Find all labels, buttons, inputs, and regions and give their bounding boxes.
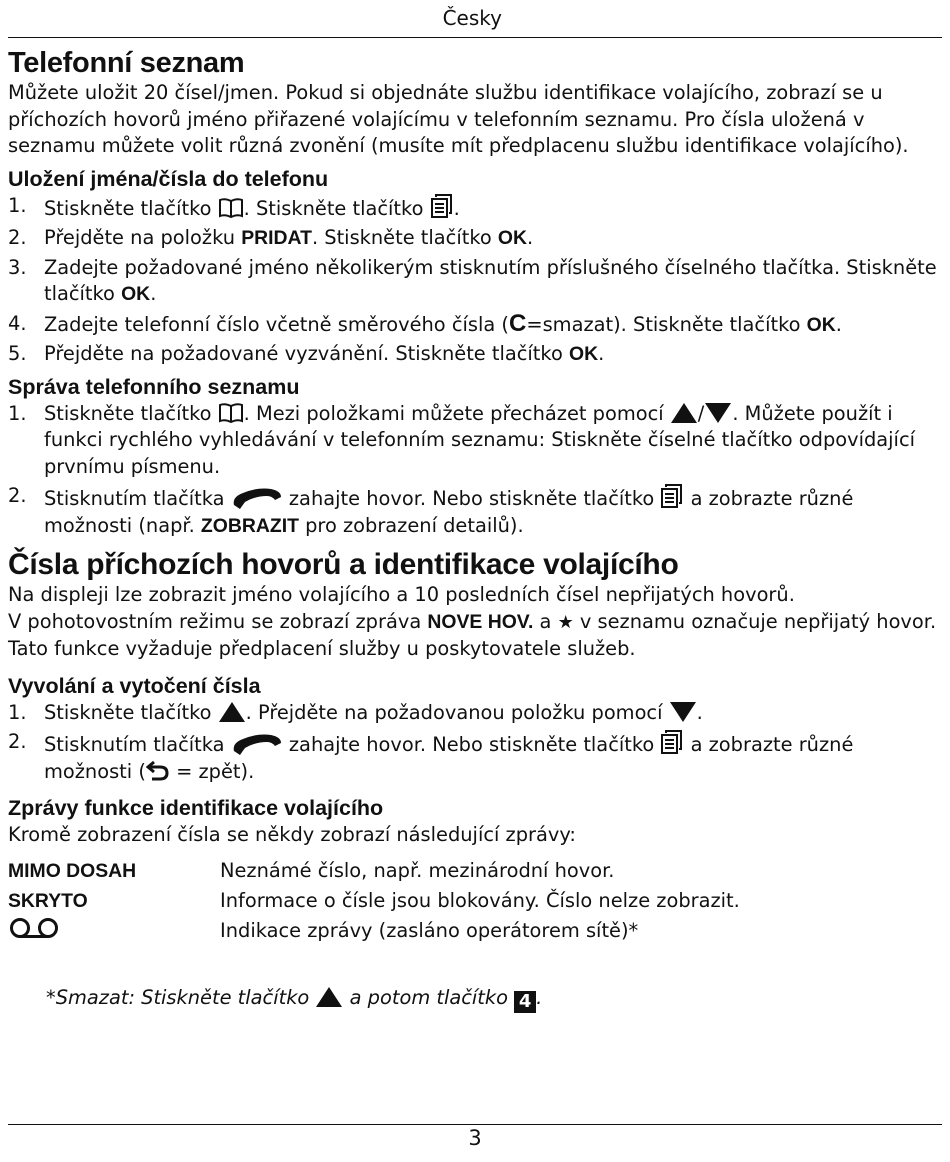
store-steps xyxy=(8,193,942,368)
section-title-caller-id: Čísla příchozích hovorů a identifikace volajícího xyxy=(8,548,679,581)
menu-icon xyxy=(660,729,684,755)
key-4-icon: 4 xyxy=(514,991,536,1013)
step: 2. Stisknutím tlačítka zahajte hovor. Nebo stiskněte tlačítko a zobrazte různé možnosti (např. ZOBRAZIT pro zobrazení detailů). xyxy=(8,484,854,537)
step: 2. Přejděte na položku PRIDAT. Stiskněte tlačítko OK. xyxy=(8,226,534,249)
step: 3. Zadejte požadované jméno několikerým stisknutím příslušného číselného tlačítka. Stiskněte tlačítko OK. xyxy=(8,255,937,305)
caller-id-p3: Tato funkce vyžaduje předplacení služby u poskytovatele služeb. xyxy=(8,637,636,660)
step: 5. Přejděte na požadované vyzvánění. Stiskněte tlačítko OK. xyxy=(8,342,605,365)
voicemail-icon xyxy=(8,917,60,939)
call-handset-icon xyxy=(231,485,283,509)
down-arrow-icon xyxy=(669,701,697,723)
heading-recall-dial: Vyvolání a vytočení čísla xyxy=(8,673,261,698)
step: 1. Stiskněte tlačítko . Přejděte na požadovanou položku pomocí . xyxy=(8,700,703,724)
message-row xyxy=(8,887,942,917)
message-desc: Neznámé číslo, např. mezinárodní hovor. xyxy=(220,859,615,883)
call-handset-icon xyxy=(231,731,283,755)
step: 4. Zadejte telefonní číslo včetně směrového čísla (C=smazat). Stiskněte tlačítko OK. xyxy=(8,309,842,337)
up-arrow-icon xyxy=(315,986,343,1008)
section-title-phonebook: Telefonní seznam xyxy=(8,47,245,79)
star-icon: ★ xyxy=(557,611,574,633)
heading-manage-phonebook: Správa telefonního seznamu xyxy=(8,374,300,399)
manage-steps xyxy=(8,401,942,540)
step: 2. Stisknutím tlačítka zahajte hovor. Nebo stiskněte tlačítko a zobrazte různé možnosti ( = zpět). xyxy=(8,730,854,783)
message-row xyxy=(8,917,942,947)
page-number: 3 xyxy=(468,1126,482,1150)
messages-list xyxy=(8,857,942,947)
heading-store-entry: Uložení jména/čísla do telefonu xyxy=(8,166,329,191)
caller-id-p1: Na displeji lze zobrazit jméno volajícího a 10 posledních čísel nepřijatých hovorů. xyxy=(8,583,795,606)
message-row xyxy=(8,857,942,887)
phonebook-intro: Můžete uložit 20 čísel/jmen. Pokud si objednáte službu identifikace volajícího, zobrazí se u příchozích hovorů jméno přiřazené volajícímu v telefonním seznamu. Pro čísla uložená v seznamu můžete volit různá zvonění (musíte mít předplacenu službu identifikace volajícího). xyxy=(8,81,909,157)
bottom-rule xyxy=(8,1124,942,1125)
manual-page xyxy=(8,0,942,1162)
menu-icon xyxy=(660,483,684,509)
message-key: SKRYTO xyxy=(8,890,88,913)
up-arrow-icon xyxy=(218,701,246,723)
page-content xyxy=(8,46,942,1013)
phonebook-icon xyxy=(218,402,244,424)
footnote: *Smazat: Stiskněte tlačítko a potom tlačítko 4 . xyxy=(46,985,543,1012)
up-arrow-icon xyxy=(670,402,698,424)
recall-steps xyxy=(8,700,942,786)
message-key: MIMO DOSAH xyxy=(8,860,137,883)
menu-icon xyxy=(430,193,454,219)
top-rule xyxy=(8,37,942,38)
message-desc: Informace o čísle jsou blokovány. Číslo nelze zobrazit. xyxy=(220,889,740,913)
down-arrow-icon xyxy=(704,402,732,424)
back-arrow-icon xyxy=(146,760,170,782)
caller-id-p2: V pohotovostním režimu se zobrazí zpráva NOVE HOV. a ★ v seznamu označuje nepřijatý hovor. xyxy=(8,609,937,633)
language-label: Česky xyxy=(442,6,502,30)
phonebook-icon xyxy=(218,197,244,219)
clear-key-glyph: C xyxy=(508,309,527,337)
heading-caller-id-messages: Zprávy funkce identifikace volajícího xyxy=(8,796,384,820)
step: 1. Stiskněte tlačítko . Stiskněte tlačítko . xyxy=(8,193,460,220)
message-desc: Indikace zprávy (zasláno operátorem sítě)* xyxy=(220,919,639,943)
messages-intro: Kromě zobrazení čísla se někdy zobrazí následující zprávy: xyxy=(8,823,576,846)
step: 1. Stiskněte tlačítko . Mezi položkami můžete přecházet pomocí / . Můžete použít i funkci rychlého vyhledávání v telefonním seznamu: Stiskněte číselné tlačítko odpovídající prvnímu písmenu. xyxy=(8,401,915,478)
